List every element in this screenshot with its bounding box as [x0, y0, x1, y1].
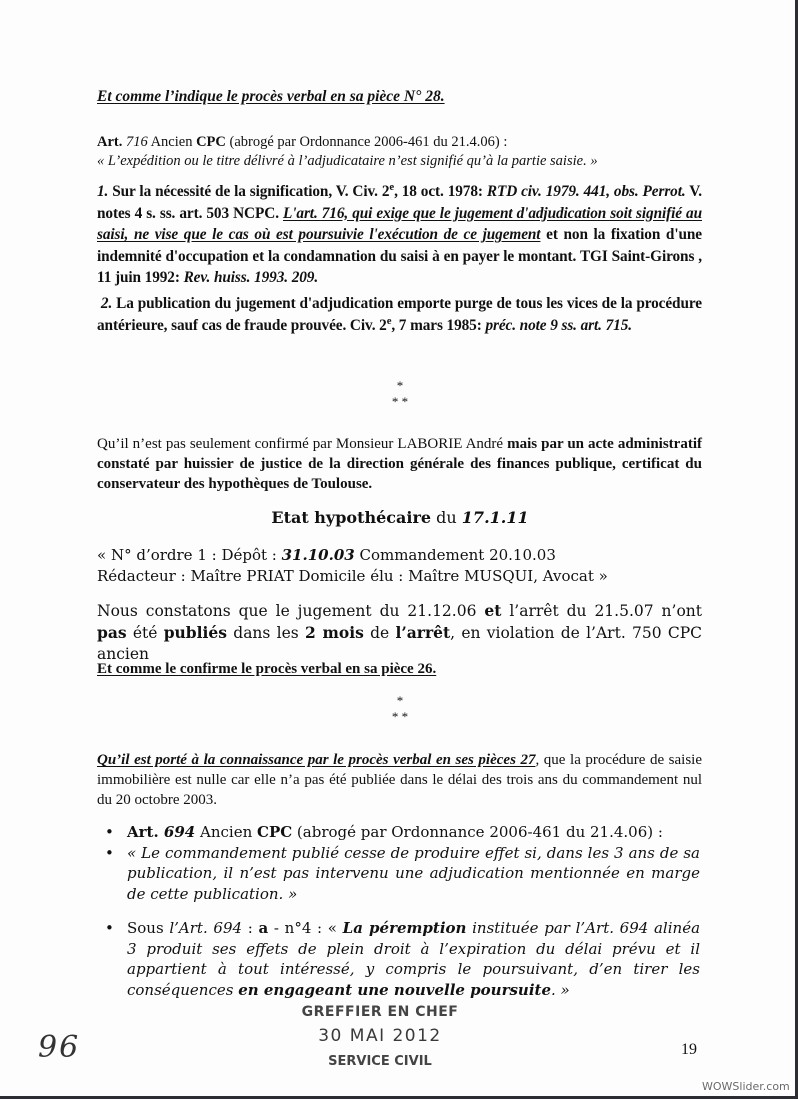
section-separator [0, 378, 800, 410]
page-number: 19 [681, 1041, 697, 1058]
note-text: et non la fixation d'une indemnité d'occupation et la condamnation du saisi à en payer le montant. TGI Saint-Girons , 11 juin 1992: [97, 226, 702, 286]
list-item [100, 843, 700, 905]
text: (abrogé par Ordonnance 2006-461 du 21.4.06) : [292, 823, 663, 841]
note-number: 1. [97, 183, 109, 200]
separator-star-top: * [396, 378, 404, 393]
separator-stars-bottom: * * [391, 709, 409, 724]
text: l’arrêt du 21.5.07 n’ont [501, 602, 702, 620]
stamp-service: SERVICE CIVIL [328, 1054, 432, 1069]
text: dans les [227, 624, 305, 642]
text: , que la procédure de saisie immobilière est nulle car elle n’a pas été publiée dans le délai des trois ans du commandement nul du 20 octobre 2003. [97, 752, 702, 808]
bold-text: Art. [127, 823, 164, 841]
note-text: , 7 mars 1985: [391, 316, 486, 334]
note-number: 2. [100, 295, 113, 312]
separator-stars-bottom: * * [391, 394, 409, 409]
bold-text: mais par un acte administratif constaté par huissier de justice de la direction générale des finances publique, certificat du conservateur des hypothèques de Toulouse. [97, 436, 702, 492]
separator-star-top: * [396, 693, 404, 708]
note-1-paragraph [97, 181, 702, 289]
bold-italic-text: en engageant une nouvelle poursuite [238, 980, 551, 999]
constat-paragraph [97, 600, 702, 665]
ordre-text: « N° d’ordre 1 : Dépôt : [97, 546, 282, 564]
text: Sous [127, 919, 170, 937]
underlined-quote: L'art. 716, qui exige que le jugement d'adjudication soit signifié au saisi, ne vise que le cas où est poursuivie l'exécution de ce jugement [97, 204, 703, 243]
superscript: e [389, 180, 395, 193]
article-716-quote: « L’expédition ou le titre délivré à l’adjudicataire n’est signifié qu’à la partie saisie. » [97, 153, 598, 169]
citation-ref: préc. note 9 ss. art. 715. [485, 316, 632, 334]
etat-du: du [431, 508, 462, 527]
italic-text: l’Art. 694 [169, 919, 243, 937]
ordre-line-1 [97, 545, 717, 566]
bullet-icon: • [105, 823, 114, 841]
list-item [100, 822, 700, 843]
ordre-line-2: Rédacteur : Maître PRIAT Domicile élu : Maître MUSQUI, Avocat » [97, 567, 608, 585]
heading-piece-28: Et comme l’indique le procès verbal en sa pièce N° 28. [97, 88, 445, 105]
quote-text: « Le commandement publié cesse de produire effet si, dans les 3 ans de sa publication, il n’est pas intervenu une adjudication mentionnée en marge de cette publication. » [127, 843, 700, 903]
ancien-label: Ancien [147, 134, 197, 150]
ordre-block [97, 545, 717, 587]
bold-text: CPC [257, 823, 293, 841]
piece-27-paragraph [97, 750, 702, 810]
superscript: e [386, 314, 392, 327]
stamp-greffier: GREFFIER EN CHEF [301, 1004, 459, 1020]
note-text: V. notes 4 s. ss. art. 503 NCPC. [97, 183, 702, 222]
art-number: 716 [126, 134, 148, 150]
bold-text: a [258, 919, 269, 937]
italic-text: instituée par l’Art. 694 alinéa 3 produit ses effets de plein droit à l’expiration du délai prévu et il appartient à tout intéressé, y compris le poursuivant, d’en tirer les conséquences [127, 919, 701, 999]
etat-title: Etat hypothécaire [271, 508, 432, 527]
citation-ref: RTD civ. 1979. 441, obs. Perrot. [486, 183, 686, 200]
italic-text: . » [551, 980, 570, 999]
laborie-paragraph [97, 434, 702, 494]
bold-italic-text: La péremption [342, 919, 467, 937]
bullet-icon: • [105, 919, 114, 937]
citation-ref: Rev. huiss. 1993. 209. [183, 269, 319, 286]
note-text: La publication du jugement d'adjudication emporte purge de tous les vices de la procédure antérieure, sauf cas de fraude prouvée. Civ. 2 [97, 295, 702, 334]
text: Nous constatons que le jugement du 21.12.06 [97, 602, 485, 620]
ordre-text: Commandement 20.10.03 [354, 546, 556, 564]
cpc-label: CPC [196, 134, 226, 150]
text: - n°4 : « [268, 919, 343, 937]
note-2-paragraph [97, 293, 702, 336]
etat-date: 17.1.11 [461, 508, 529, 527]
underlined-lead: Qu’il est porté à la connaissance par le procès verbal en ses pièces 27 [97, 752, 536, 768]
text: été [126, 624, 164, 642]
bold-text: 2 mois [304, 623, 364, 642]
depot-date: 31.10.03 [281, 546, 355, 564]
note-text: Sur la nécessité de la signification, V. Civ. 2 [108, 183, 390, 200]
abroge-text: (abrogé par Ordonnance 2006-461 du 21.4.06) : [225, 134, 508, 150]
bullet-icon: • [105, 843, 114, 862]
text: Ancien [195, 823, 257, 841]
list-item [100, 918, 700, 1000]
bold-text: l’arrêt [395, 623, 451, 642]
text: , en violation de l’Art. 750 CPC ancien [97, 624, 702, 663]
text: de [363, 624, 396, 642]
bold-text: et [484, 601, 502, 620]
bold-text: publiés [163, 623, 228, 642]
greffe-stamp [230, 1004, 530, 1070]
stamp-date: 30 MAI 2012 [318, 1026, 442, 1046]
handwritten-number: 96 [38, 1030, 81, 1065]
art-number: 694 [163, 823, 196, 841]
article-694-list [100, 822, 700, 1000]
note-text: , 18 oct. 1978: [394, 183, 487, 200]
plain-text: Qu’il n’est pas seulement confirmé par Monsieur LABORIE André [97, 436, 508, 452]
heading-piece-26: Et comme le confirme le procès verbal en sa pièce 26. [97, 661, 437, 677]
article-716-block [97, 133, 717, 171]
art-label: Art. [97, 134, 123, 150]
article-716-title [97, 133, 717, 152]
watermark: WOWSlider.com [702, 1080, 790, 1093]
bold-text: pas [97, 623, 127, 642]
etat-hypothecaire-heading [0, 508, 800, 527]
section-separator [0, 693, 800, 725]
text: : [242, 919, 259, 937]
